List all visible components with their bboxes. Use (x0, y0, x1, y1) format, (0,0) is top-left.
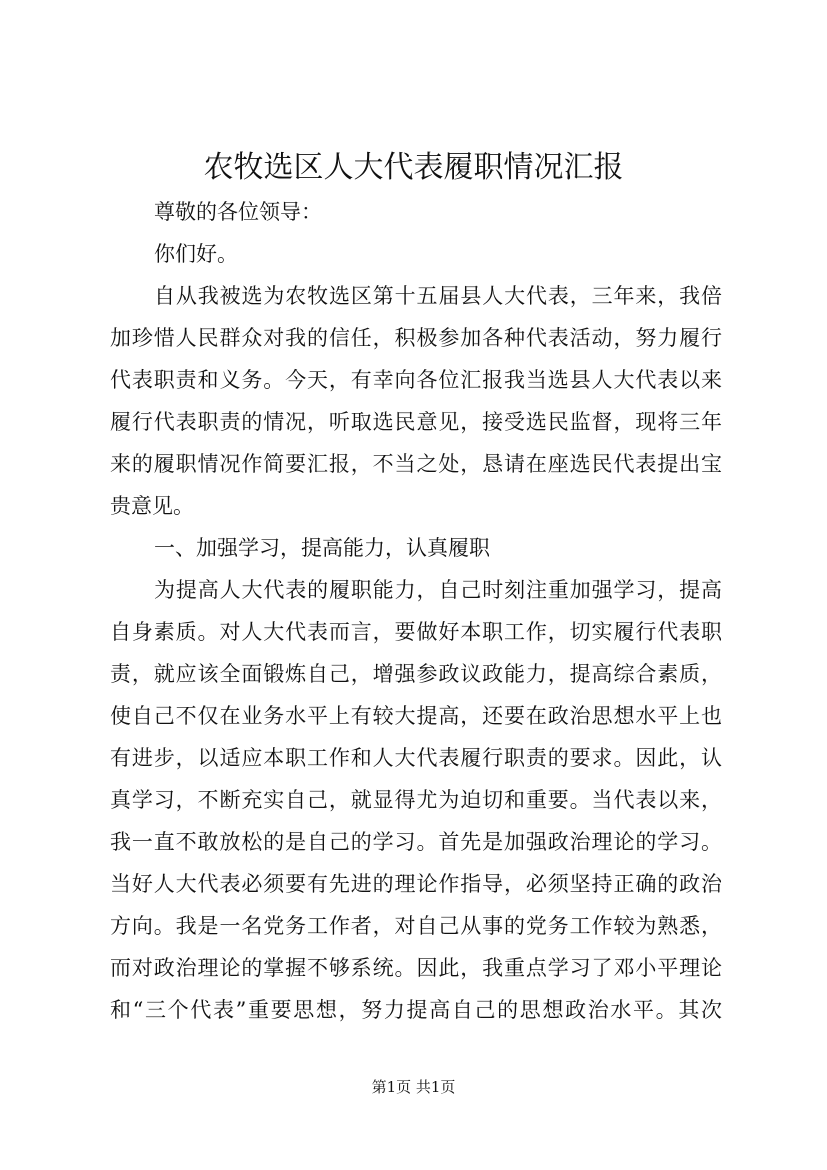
body-text-line: 而对政治理论的掌握不够系统。因此，我重点学习了邓小平理论 (110, 956, 722, 980)
body-text-line: 自从我被选为农牧选区第十五届县人大代表，三年来，我倍 (154, 284, 722, 308)
greeting-line: 尊敬的各位领导： (154, 200, 322, 224)
body-text-line: 有进步，以适应本职工作和人大代表履行职责的要求。因此，认 (110, 746, 722, 770)
body-text-line: 来的履职情况作简要汇报，不当之处，恳请在座选民代表提出宝 (110, 452, 722, 476)
body-text-line: 代表职责和义务。今天，有幸向各位汇报我当选县人大代表以来 (110, 368, 722, 392)
document-title: 农牧选区人大代表履职情况汇报 (203, 150, 624, 185)
page-number-footer: 第1页 共1页 (371, 1078, 456, 1096)
body-text-line: 当好人大代表必须要有先进的理论作指导，必须坚持正确的政治 (110, 872, 722, 896)
body-text-line: 履行代表职责的情况，听取选民意见，接受选民监督，现将三年 (110, 410, 722, 434)
body-text-line: 使自己不仅在业务水平上有较大提高，还要在政治思想水平上也 (110, 704, 722, 728)
body-text-line: 我一直不敢放松的是自己的学习。首先是加强政治理论的学习。 (110, 830, 722, 854)
body-text-line: 为提高人大代表的履职能力，自己时刻注重加强学习，提高 (154, 578, 722, 602)
body-text-line: 自身素质。对人大代表而言，要做好本职工作，切实履行代表职 (110, 620, 722, 644)
body-text-line: 加珍惜人民群众对我的信任，积极参加各种代表活动，努力履行 (110, 326, 722, 350)
body-text-line: 方向。我是一名党务工作者，对自己从事的党务工作较为熟悉， (110, 914, 722, 938)
body-text-line: 真学习，不断充实自己，就显得尤为迫切和重要。当代表以来， (110, 788, 722, 812)
body-text-line: 和“三个代表”重要思想，努力提高自己的思想政治水平。其次 (110, 998, 722, 1022)
body-text-line: 责，就应该全面锻炼自己，增强参政议政能力，提高综合素质， (110, 662, 722, 686)
body-text-line: 贵意见。 (110, 494, 194, 518)
section-heading: 一、加强学习，提高能力，认真履职 (154, 536, 490, 560)
greeting-line: 你们好。 (154, 242, 238, 266)
